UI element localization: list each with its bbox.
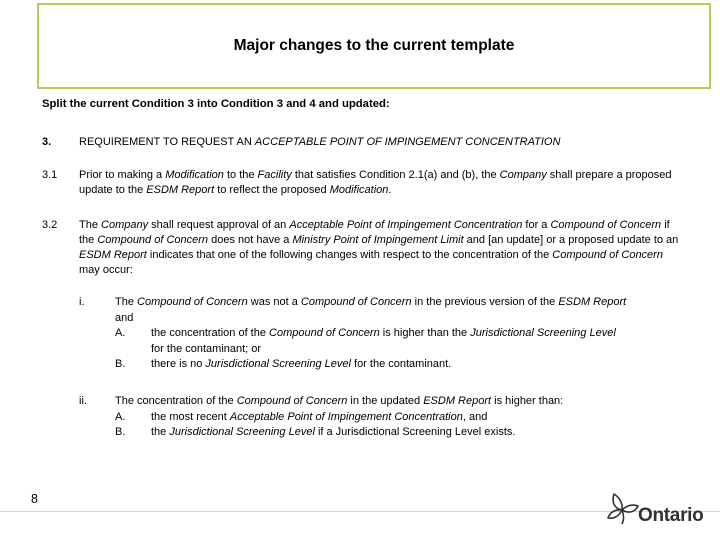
section-3-heading: REQUIREMENT TO REQUEST AN ACCEPTABLE POINT OF IMPINGEMENT CONCENTRATION <box>79 136 561 148</box>
clause-3-1-number: 3.1 <box>42 169 58 181</box>
slide-title: Major changes to the current template <box>233 37 515 54</box>
item-i-b: B. there is no Jurisdictional Screening Level for the contaminant. <box>115 358 452 370</box>
item-i-a-cont: for the contaminant; or <box>151 342 262 355</box>
item-i-intro: The Compound of Concern was not a Compound of Concern in the previous version of the ESDM Report <box>115 296 627 308</box>
item-i-text <box>115 295 690 373</box>
section-3-number: 3. <box>42 136 52 148</box>
item-ii-numeral: ii. <box>79 395 87 407</box>
clause-3-1-text: Prior to making a Modification to the Facility that satisfies Condition 2.1(a) and (b), the Company shall prepare a proposed update to the ESDM Report to reflect the proposed Modification. <box>79 169 672 196</box>
item-ii-b: B. the Jurisdictional Screening Level if a Jurisdictional Screening Level exists. <box>115 426 516 438</box>
item-ii-text <box>115 394 690 441</box>
ontario-logo-text: Ontario <box>638 505 704 526</box>
clause-3-2-text: The Company shall request approval of an Acceptable Point of Impingement Concentration for a Compound of Concern if the Compound of Concern does not have a Ministry Point of Impingement Limit and [an update] or a proposed update to an ESDM Report indicates that one of the following changes with respect to the concentration of the Compound of Concern may occur: <box>79 219 679 276</box>
clause-3-2-number: 3.2 <box>42 219 58 231</box>
subtitle: Split the current Condition 3 into Condition 3 and 4 and updated: <box>42 98 390 110</box>
title-box <box>37 3 711 89</box>
page-number: 8 <box>31 492 38 506</box>
item-ii-intro: The concentration of the Compound of Concern in the updated ESDM Report is higher than: <box>115 395 564 407</box>
item-i-intro-cont: and <box>115 311 134 324</box>
item-i-numeral: i. <box>79 296 85 308</box>
item-i-a: A. the concentration of the Compound of Concern is higher than the Jurisdictional Screening Level <box>115 327 616 339</box>
item-ii-a: A. the most recent Acceptable Point of Impingement Concentration, and <box>115 410 488 423</box>
